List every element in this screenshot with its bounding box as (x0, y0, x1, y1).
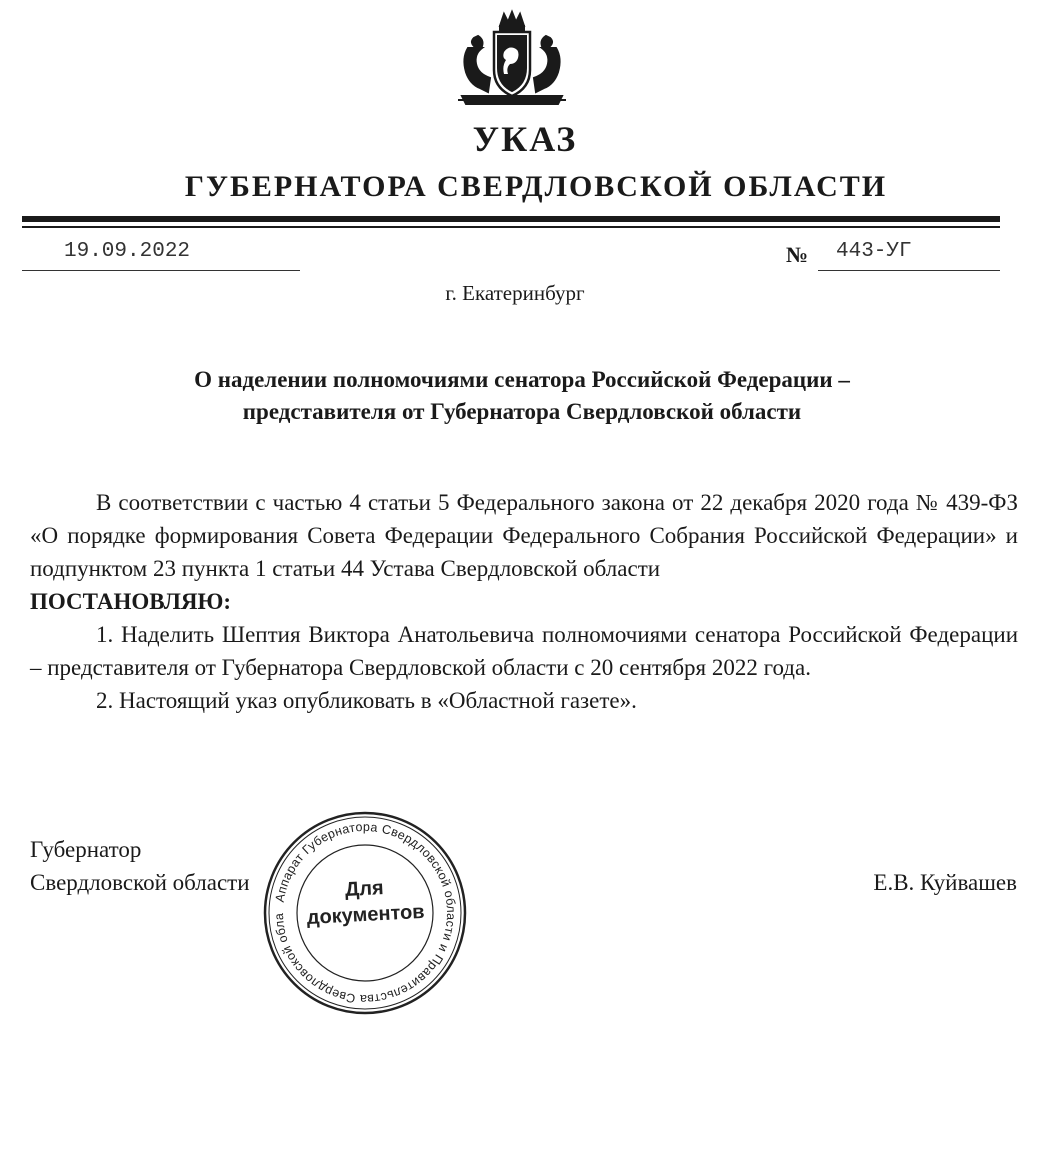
coat-of-arms-icon (448, 8, 576, 108)
decree-date: 19.09.2022 (64, 240, 191, 263)
preamble-paragraph: В соответствии с частью 4 статьи 5 Федерального закона от 22 декабря 2020 года № 439-ФЗ «О порядке формирования Совета Федерации Федерального Собрания Российской Федерации» и подпунктом 23 пункта 1 статьи 44 Устава Свердловской области (30, 490, 1018, 581)
stamp-center-text (261, 871, 469, 934)
header-rule-thin (22, 226, 1000, 228)
heading-line-2: представителя от Губернатора Свердловской области (242, 399, 802, 424)
signatory-position (30, 833, 250, 899)
signatory-name: Е.В. Куйвашев (873, 870, 1017, 895)
heading-line-1: О наделении полномочиями сенатора Российской Федерации – (194, 367, 850, 392)
decree-number: 443-УГ (836, 240, 912, 263)
position-line-1: Губернатор (30, 837, 142, 862)
number-field (818, 240, 1000, 271)
decree-item-1: 1. Наделить Шептия Виктора Анатольевича полномочиями сенатора Российской Федерации – представителя от Губернатора Свердловской области с 20 сентября 2022 года. (30, 622, 1018, 680)
position-line-2: Свердловской области (30, 870, 250, 895)
document-body (30, 486, 1018, 717)
city: г. Екатеринбург (445, 281, 585, 305)
decree-subtitle: ГУБЕРНАТОРА СВЕРДЛОВСКОЙ ОБЛАСТИ (184, 170, 888, 203)
stamp-center-line-2: документов (306, 900, 426, 930)
decree-title: УКАЗ (472, 119, 578, 159)
svg-text:Аппарат Губернатора Свердловск: Аппарат Губернатора Свердловской области и Правительства Свердловской обла (271, 819, 459, 1007)
official-stamp (262, 810, 468, 1016)
date-field (22, 240, 300, 271)
number-label: № (786, 242, 809, 267)
document-heading (22, 364, 1022, 428)
decree-item-2: 2. Настоящий указ опубликовать в «Областной газете». (96, 688, 637, 713)
header-rule-thick (22, 216, 1000, 222)
stamp-center-line-1: Для (344, 877, 385, 902)
decree-word: ПОСТАНОВЛЯЮ: (30, 589, 232, 614)
